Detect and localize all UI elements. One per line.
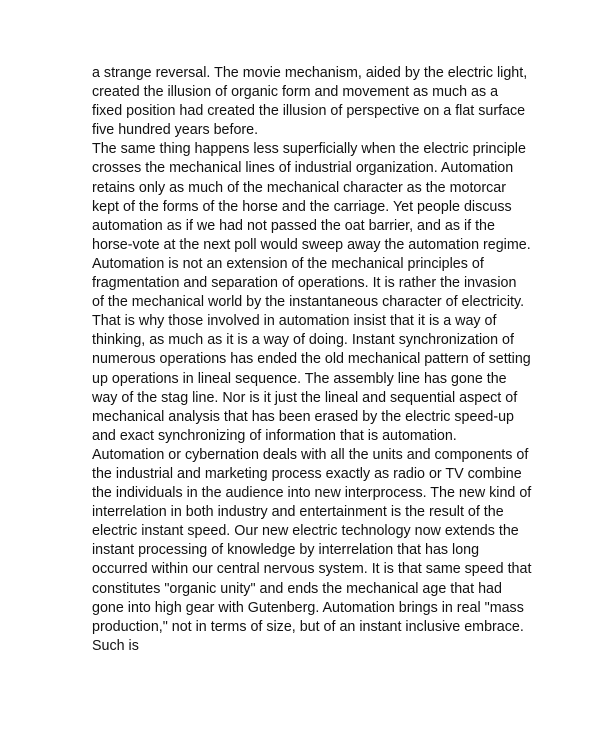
body-text [92,64,532,656]
paragraph-1: a strange reversal. The movie mechanism, aided by the electric light, created the illusion of organic form and movement as much as a fixed position had created the illusion of perspective on a flat surface five hundred years before. [92,65,528,139]
paragraph-3: Automation is not an extension of the mechanical principles of fragmentation and separation of operations. It is rather the invasion of the mechanical world by the instantaneous character of electricity. That is why those involved in automation insist that it is a way of thinking, as much as it is a way of doing. Instant synchronization of numerous operations has ended the old mechanical pattern of setting up operations in lineal sequence. The assembly line has gone the way of the stag line. Nor is it just the lineal and sequential aspect of mechanical analysis that has been erased by the electric speed-up and exact synchronizing of information that is automation. Automation or cybernation deals with all the units and components of the industrial and marketing process exactly as radio or TV combine the individuals in the audience into new interprocess. The new kind of interrelation in both industry and entertainment is the result of the electric instant speed. Our new electric technology now extends the instant processing of knowledge by interrelation that has long occurred within our central nervous system. It is that same speed that constitutes "organic unity" and ends the mechanical age that had gone into high gear with Gutenberg. Automation brings in real "mass production," not in terms of size, but of an instant inclusive embrace. Such is [92,255,532,654]
paragraph-2: The same thing happens less superficially when the electric principle crosses the mechanical lines of industrial organization. Automation retains only as much of the mechanical character as the motorcar kept of the forms of the horse and the carriage. Yet people discuss automation as if we had not passed the oat barrier, and as if the horse-vote at the next poll would sweep away the automation regime. [92,141,531,253]
